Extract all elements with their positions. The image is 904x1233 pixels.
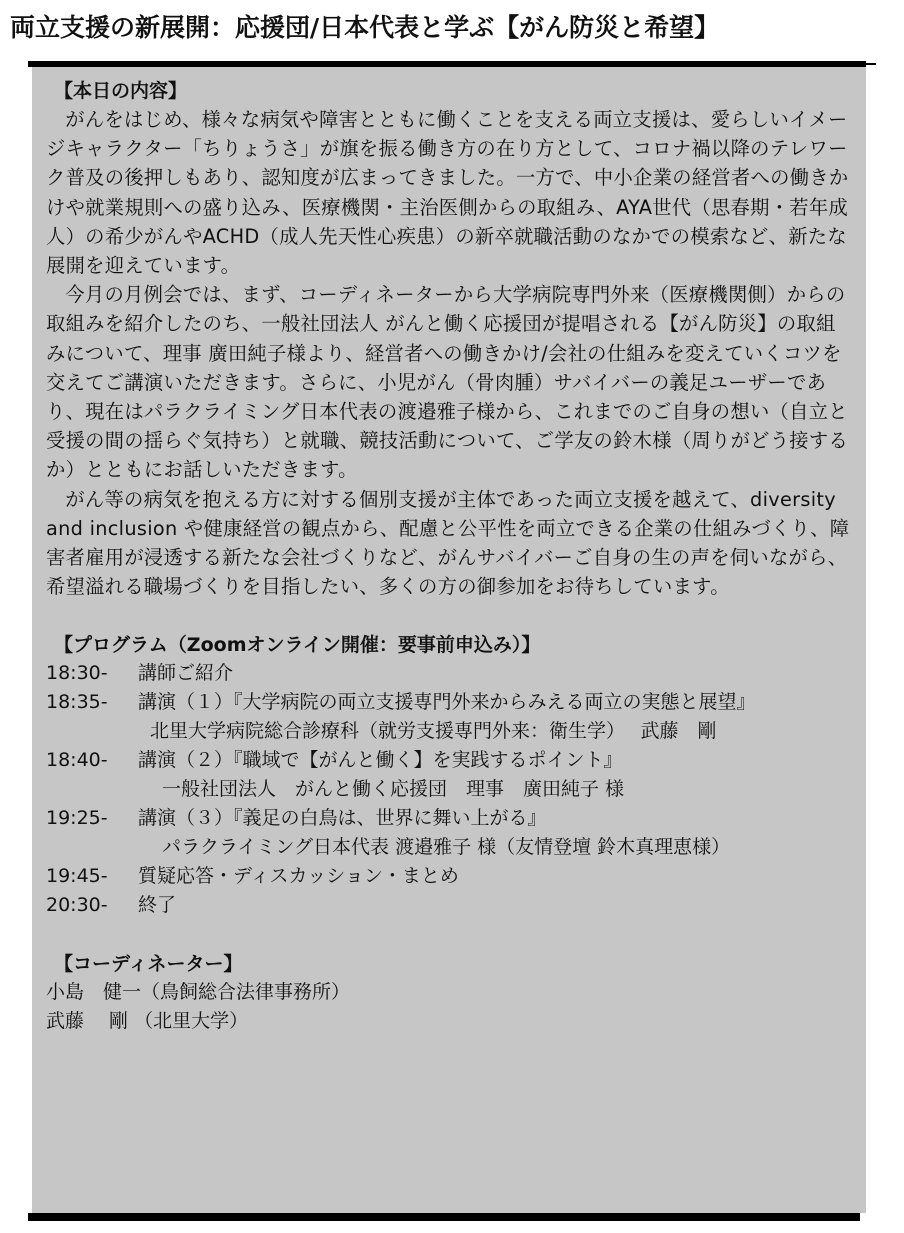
program-title: 講師ご紹介 bbox=[138, 662, 234, 685]
program-heading: 【プログラム（Zoomオンライン開催：要事前申込み）】 bbox=[54, 634, 541, 657]
coordinator-name: 小島 健一（鳥飼総合法律事務所） bbox=[46, 981, 351, 1004]
intro-paragraph-2: 今月の月例会では、まず、コーディネーターから大学病院専門外来（医療機関側）からの取組みを紹介したのち、一般社団法人 がんと働く応援団が提唱される【がん防災】の取組みについて、理事 廣田純子様より、経営者への働きかけ/会社の仕組みを変えていくコツを交えてご講演いただきます。さらに、小児がん（骨肉腫）サバイバーの義足ユーザーであり、現在はパラクライミング日本代表の渡邉雅子様から、これまでのご自身の想い（自立と受援の間の揺らぐ気持ち）と就職、競技活動について、ご学友の鈴木様（周りがどう接するか）とともにお話しいただきます。 bbox=[46, 283, 849, 482]
content-panel bbox=[32, 67, 866, 1213]
today-heading: 【本日の内容】 bbox=[54, 80, 188, 102]
program-speaker: 一般社団法人 がんと働く応援団 理事 廣田純子 様 bbox=[162, 778, 625, 801]
coordinator-name: 武藤 剛 （北里大学） bbox=[46, 1010, 249, 1033]
program-item bbox=[46, 862, 852, 891]
program-item bbox=[46, 804, 852, 833]
page-title: 両立支援の新展開：応援団/日本代表と学ぶ【がん防災と希望】 bbox=[10, 13, 720, 42]
program-time: 18:30- bbox=[46, 662, 108, 685]
program-title: 講演（１）『大学病院の両立支援専門外来からみえる両立の実態と展望』 bbox=[138, 691, 756, 714]
top-divider-tail bbox=[866, 63, 876, 65]
program-title: 講演（３）『義足の白鳥は、世界に舞い上がる』 bbox=[138, 807, 547, 830]
section-spacer bbox=[46, 601, 852, 631]
program-time: 18:35- bbox=[46, 691, 108, 714]
program-time: 19:45- bbox=[46, 865, 108, 888]
program-speaker: 北里大学病院総合診療科（就労支援専門外来：衛生学） 武藤 剛 bbox=[150, 720, 717, 743]
program-time: 20:30- bbox=[46, 894, 108, 917]
section-spacer bbox=[46, 920, 852, 950]
intro-paragraph-3: がん等の病気を抱える方に対する個別支援が主体であった両立支援を越えて、diversity and inclusion や健康経営の観点から、配慮と公平性を両立できる企業の仕組みづくり、障害者雇用が浸透する新たな会社づくりなど、がんサバイバーご自身の生の声を伺いながら、希望溢れる職場づくりを目指したい、多くの方の御参加をお待ちしています。 bbox=[46, 487, 850, 599]
program-speaker: パラクライミング日本代表 渡邉雅子 様（友情登壇 鈴木真理恵様） bbox=[162, 836, 731, 859]
program-time: 19:25- bbox=[46, 807, 108, 830]
program-title: 終了 bbox=[138, 894, 177, 917]
program-title: 質疑応答・ディスカッション・まとめ bbox=[138, 865, 459, 888]
intro-paragraph-1: がんをはじめ、様々な病気や障害とともに働くことを支える両立支援は、愛らしいイメージキャラクター「ちりょうさ」が旗を振る働き方の在り方として、コロナ禍以降のテレワーク普及の後押しもあり、認知度が広まってきました。一方で、中小企業の経営者への働きかけや就業規則への盛り込み、医療機関・主治医側からの取組み、AYA世代（思春期・若年成人）の希少がんやACHD（成人先天性心疾患）の新卒就職活動のなかでの模索など、新たな展開を迎えています。 bbox=[46, 108, 849, 278]
coordinators-heading: 【コーディネーター】 bbox=[54, 953, 243, 976]
program-time: 18:40- bbox=[46, 749, 108, 772]
bottom-divider bbox=[28, 1213, 860, 1221]
program-item bbox=[46, 688, 852, 717]
program-title: 講演（２）『職域で【がんと働く】を実践するポイント』 bbox=[138, 749, 623, 772]
program-item bbox=[46, 746, 852, 775]
program-item bbox=[46, 659, 852, 688]
program-item bbox=[46, 891, 852, 920]
